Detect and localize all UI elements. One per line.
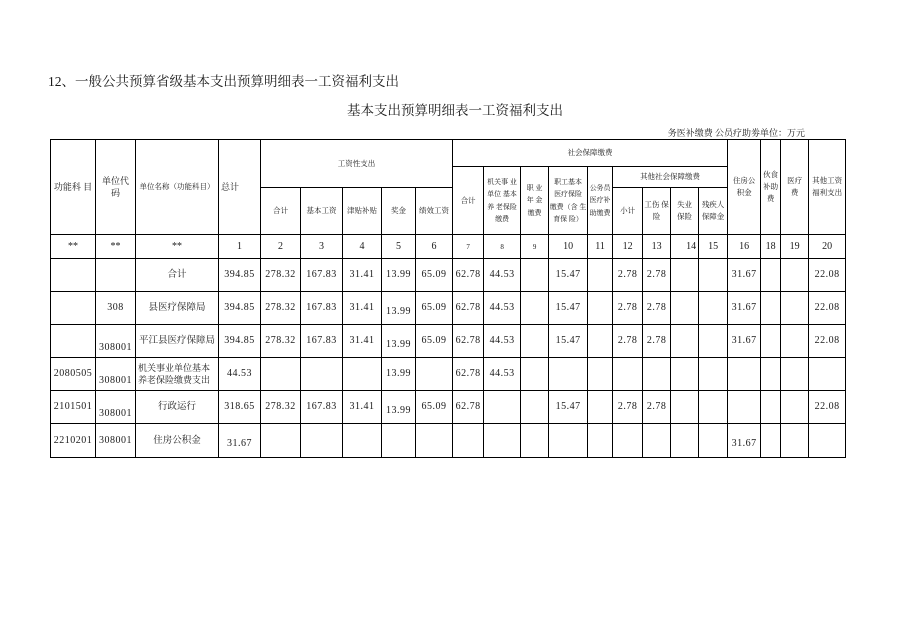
unit-note: 务医补缴费 公员疗助劵单位：万元 [667,128,805,138]
table-cell: 167.83 [301,325,343,358]
table-cell [671,292,699,325]
table-cell [781,292,809,325]
column-number: 9 [521,235,549,259]
unit-name-cell: 住房公积金 [136,424,219,458]
table-row [51,325,846,358]
table-cell: 31.67 [728,259,761,292]
table-cell [343,358,382,391]
table-cell: 31.67 [728,424,761,458]
table-cell [643,358,671,391]
table-cell [761,391,781,424]
header-other-welfare: 其他工资 福利支出 [809,140,846,235]
column-number: ** [51,235,96,259]
table-cell: 22.08 [809,391,846,424]
table-cell: 44.53 [484,259,521,292]
table-cell [588,358,613,391]
function-code-cell: 2080505 [51,358,96,391]
column-number: 11 [588,235,613,259]
column-number: 8 [484,235,521,259]
column-number: 15 [699,235,728,259]
table-cell: 15.47 [549,391,588,424]
table-cell: 394.85 [219,325,261,358]
table-cell: 22.08 [809,325,846,358]
table-row [51,358,846,391]
table-cell [588,292,613,325]
function-code-cell: 2210201 [51,424,96,458]
table-cell: 2.78 [613,325,643,358]
header-function-subject: 功能科 目 [51,140,96,235]
table-cell [261,424,301,458]
table-cell [699,358,728,391]
table-cell [671,325,699,358]
table-cell: 13.99 [382,358,416,391]
table-cell: 2.78 [613,292,643,325]
header-civil-servant-medical: 公务员 医疗补 助缴费 [588,167,613,235]
table-cell: 31.67 [728,325,761,358]
column-number: 7 [453,235,484,259]
header-disability-fund: 残疾人 保障金 [699,188,728,235]
table-cell: 15.47 [549,325,588,358]
table-cell [781,325,809,358]
table-cell [643,424,671,458]
header-pension: 机关事 业 单位 基本 养 老保险 缴费 [484,167,521,235]
table-cell: 31.67 [219,424,261,458]
table-cell [699,391,728,424]
header-other-subtotal: 小计 [613,188,643,235]
header-social-total: 合计 [453,167,484,235]
column-number: 18 [761,235,781,259]
table-cell [728,391,761,424]
table-cell: 65.09 [416,325,453,358]
table-cell [671,424,699,458]
table-cell [301,424,343,458]
unit-name-cell: 县医疗保障局 [136,292,219,325]
table-cell [699,259,728,292]
table-cell [588,391,613,424]
table-cell [699,292,728,325]
table-cell [761,259,781,292]
table-cell [728,358,761,391]
table-cell: 31.41 [343,325,382,358]
table-cell [588,325,613,358]
table-cell [761,325,781,358]
header-allowance: 津贴补贴 [343,188,382,235]
table-cell: 13.99 [382,259,416,292]
table-cell: 394.85 [219,259,261,292]
column-number-row [51,235,846,259]
table-cell [484,424,521,458]
table-cell [521,259,549,292]
table-cell: 15.47 [549,292,588,325]
header-injury-insurance: 工伤 保 险 [643,188,671,235]
table-cell [343,424,382,458]
header-social-security-group: 社会保障缴费 [453,140,728,167]
column-number: 19 [781,235,809,259]
table-cell: 278.32 [261,391,301,424]
table-cell [453,424,484,458]
unit-code-cell: 308001 [96,358,136,391]
table-cell: 278.32 [261,325,301,358]
column-number: 14 [671,235,699,259]
table-cell: 62.78 [453,358,484,391]
table-cell: 44.53 [484,325,521,358]
table-cell: 13.99 [382,292,416,325]
table-cell [671,259,699,292]
table-cell: 31.41 [343,292,382,325]
table-cell: 31.41 [343,391,382,424]
table-row [51,259,846,292]
column-number: 10 [549,235,588,259]
header-bonus: 奖金 [382,188,416,235]
table-cell: 22.08 [809,259,846,292]
table-cell: 2.78 [613,391,643,424]
table-cell: 167.83 [301,391,343,424]
table-cell [382,424,416,458]
table-cell: 318.65 [219,391,261,424]
table-cell: 278.32 [261,292,301,325]
column-number: 16 [728,235,761,259]
table-cell: 62.78 [453,292,484,325]
table-cell [699,424,728,458]
table-cell [521,391,549,424]
table-cell: 65.09 [416,391,453,424]
table-cell: 13.99 [382,325,416,358]
table-cell: 44.53 [484,358,521,391]
header-unit-code: 单位代 码 [96,140,136,235]
column-number: 12 [613,235,643,259]
table-cell [761,424,781,458]
table-cell: 13.99 [382,391,416,424]
column-number: 4 [343,235,382,259]
table-cell [416,424,453,458]
table-cell [671,358,699,391]
table-cell [613,358,643,391]
table-cell [781,424,809,458]
table-cell: 167.83 [301,259,343,292]
table-cell [521,424,549,458]
table-cell [484,391,521,424]
table-cell: 62.78 [453,259,484,292]
function-code-cell: 2101501 [51,391,96,424]
table-cell: 2.78 [643,259,671,292]
header-medical-insurance: 职工基本 医疗保险 缴费（含 生 育保 险） [549,167,588,235]
column-number: ** [136,235,219,259]
header-occupational-annuity: 职 业 年 金 缴费 [521,167,549,235]
table-cell [671,391,699,424]
unit-code-cell: 308001 [96,325,136,358]
table-cell [549,358,588,391]
table-cell: 31.41 [343,259,382,292]
header-housing-fund: 住房公 积金 [728,140,761,235]
table-cell [416,358,453,391]
function-code-cell [51,325,96,358]
table-cell: 62.78 [453,325,484,358]
column-number: 6 [416,235,453,259]
table-cell: 65.09 [416,259,453,292]
unit-code-cell [96,259,136,292]
table-cell: 394.85 [219,292,261,325]
unit-code-cell: 308001 [96,391,136,424]
table-cell [761,292,781,325]
table-cell [588,424,613,458]
header-row [51,140,846,167]
table-cell: 31.67 [728,292,761,325]
function-code-cell [51,292,96,325]
table-cell [699,325,728,358]
table-cell: 2.78 [643,325,671,358]
header-medical-expense: 医疗 费 [781,140,809,235]
unit-name-cell: 平江县医疗保障局 [136,325,219,358]
header-wage-group: 工资性支出 [261,140,453,188]
table-title: 基本支出预算明细表一工资福利支出 [347,103,563,118]
header-meal-subsidy: 伙食 补助 费 [761,140,781,235]
header-wage-total: 合计 [261,188,301,235]
table-cell [809,424,846,458]
table-cell: 167.83 [301,292,343,325]
table-cell: 15.47 [549,259,588,292]
table-cell: 22.08 [809,292,846,325]
column-number: 2 [261,235,301,259]
unit-code-cell: 308 [96,292,136,325]
header-basic-wage: 基本工资 [301,188,343,235]
header-performance-wage: 绩效工资 [416,188,453,235]
column-number: ** [96,235,136,259]
column-number: 3 [301,235,343,259]
table-cell [809,358,846,391]
column-number: 13 [643,235,671,259]
table-cell: 44.53 [219,358,261,391]
function-code-cell [51,259,96,292]
table-cell [521,325,549,358]
budget-table [50,139,846,458]
column-number: 20 [809,235,846,259]
header-other-social-group: 其他社会保障缴费 [613,167,728,188]
table-cell [761,358,781,391]
table-cell: 2.78 [643,391,671,424]
table-cell [549,424,588,458]
header-total: 总计 [219,140,261,235]
header-unit-name: 单位名称（功能科目） [136,140,219,235]
table-cell [521,292,549,325]
column-number: 1 [219,235,261,259]
table-row [51,391,846,424]
table-row [51,292,846,325]
unit-name-cell: 合计 [136,259,219,292]
table-cell: 65.09 [416,292,453,325]
table-cell [781,259,809,292]
table-cell [781,391,809,424]
table-cell: 62.78 [453,391,484,424]
table-cell [521,358,549,391]
table-cell [613,424,643,458]
table-cell: 2.78 [643,292,671,325]
unit-name-cell: 行政运行 [136,391,219,424]
table-row [51,424,846,458]
table-cell: 278.32 [261,259,301,292]
column-number: 5 [382,235,416,259]
table-cell: 2.78 [613,259,643,292]
header-unemployment-insurance: 失业 保险 [671,188,699,235]
table-cell [301,358,343,391]
table-cell [781,358,809,391]
table-cell [261,358,301,391]
unit-name-cell: 机关事业单位基本 养老保险缴费支出 [136,358,219,391]
unit-code-cell: 308001 [96,424,136,458]
page-heading: 12、一般公共预算省级基本支出预算明细表一工资福利支出 [48,74,399,89]
table-cell: 44.53 [484,292,521,325]
table-cell [588,259,613,292]
